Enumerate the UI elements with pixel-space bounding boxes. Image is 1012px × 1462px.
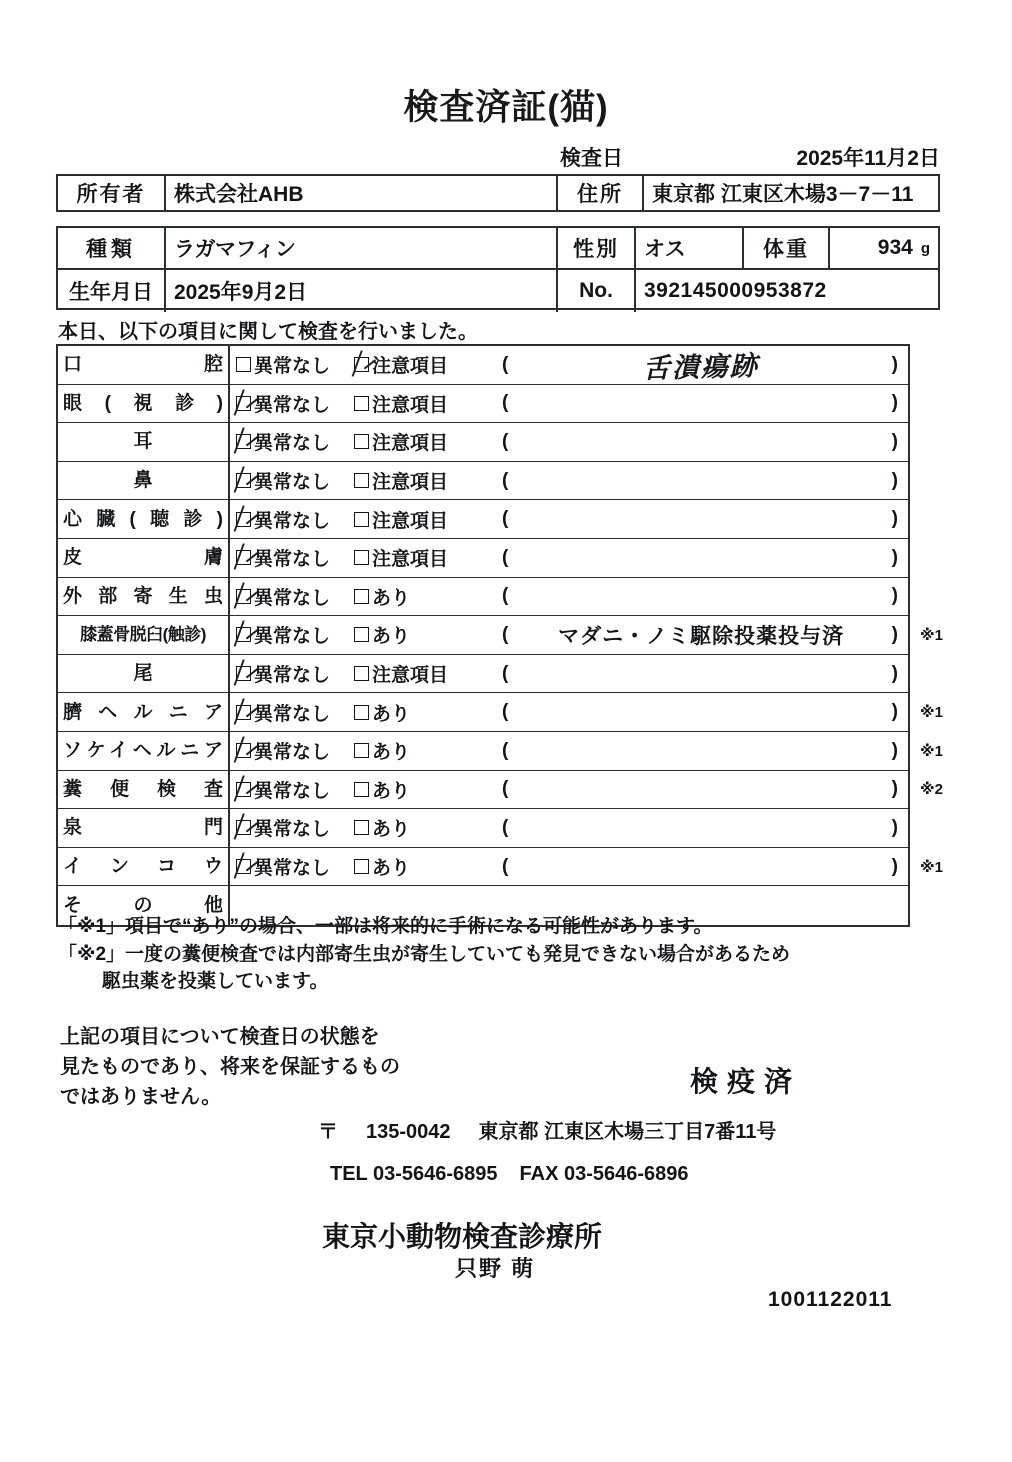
zip-code: 135-0042 bbox=[366, 1121, 451, 1143]
owner-label: 所有者 bbox=[58, 176, 166, 210]
checkbox-option-normal[interactable] bbox=[230, 693, 354, 731]
inspection-item-label bbox=[58, 693, 230, 731]
checkbox-option-attention-label: 注意項目 bbox=[372, 356, 449, 378]
inspection-item-label-text: 外部寄生虫 bbox=[63, 585, 223, 607]
inspection-note-field[interactable] bbox=[502, 462, 908, 500]
paren-open: ( bbox=[502, 662, 509, 684]
footnote-marker: ※1 bbox=[920, 742, 943, 760]
checkbox-checked-icon[interactable] bbox=[236, 859, 251, 874]
inspection-item-label bbox=[58, 655, 230, 693]
checkbox-icon[interactable] bbox=[354, 550, 369, 565]
inspection-row bbox=[58, 578, 908, 617]
inspection-item-label bbox=[58, 539, 230, 577]
checkbox-option-attention-label: 注意項目 bbox=[372, 472, 449, 494]
checkbox-checked-icon[interactable] bbox=[236, 589, 251, 604]
inspection-item-label-text: 臍ヘルニア bbox=[63, 701, 223, 723]
checkbox-icon[interactable] bbox=[354, 666, 369, 681]
checkbox-checked-icon[interactable] bbox=[354, 357, 369, 372]
checkbox-option-normal[interactable] bbox=[230, 809, 354, 847]
checkbox-option-attention[interactable] bbox=[354, 809, 502, 847]
checkbox-option-attention-label: 注意項目 bbox=[372, 665, 449, 687]
checkbox-option-attention-label: あり bbox=[372, 703, 411, 725]
inspection-item-label-text: インコウ bbox=[63, 856, 223, 878]
checkbox-option-normal[interactable] bbox=[230, 346, 354, 384]
inspection-item-label bbox=[58, 848, 230, 886]
sex-label: 性別 bbox=[558, 228, 636, 268]
checkbox-option-attention[interactable] bbox=[354, 500, 502, 538]
checkbox-icon[interactable] bbox=[354, 743, 369, 758]
checkbox-option-attention[interactable] bbox=[354, 462, 502, 500]
inspection-item-label bbox=[58, 385, 230, 423]
checkbox-icon[interactable] bbox=[354, 705, 369, 720]
clinic-tel: TEL 03-5646-6895 bbox=[330, 1163, 498, 1185]
inspection-row bbox=[58, 809, 908, 848]
checkbox-option-normal[interactable] bbox=[230, 616, 354, 654]
inspection-note-field[interactable] bbox=[502, 385, 908, 423]
paren-open: ( bbox=[502, 816, 509, 838]
checkbox-icon[interactable] bbox=[354, 396, 369, 411]
checkbox-option-normal[interactable] bbox=[230, 539, 354, 577]
checkbox-option-normal[interactable] bbox=[230, 462, 354, 500]
clinic-address-line bbox=[318, 1115, 776, 1144]
checkbox-option-attention[interactable] bbox=[354, 616, 502, 654]
animal-row-birth bbox=[58, 270, 938, 312]
inspection-row bbox=[58, 771, 943, 810]
checkbox-option-normal-label: 異常なし bbox=[254, 394, 331, 416]
clinic-name: 東京小動物検査診療所 bbox=[322, 1221, 603, 1252]
animal-row-kind bbox=[58, 228, 938, 270]
checkbox-option-normal[interactable] bbox=[230, 655, 354, 693]
checkbox-checked-icon[interactable] bbox=[236, 396, 251, 411]
inspection-item-label-text: 皮膚 bbox=[63, 547, 223, 569]
footnotes bbox=[58, 913, 958, 996]
animal-table bbox=[56, 226, 940, 310]
checkbox-icon[interactable] bbox=[354, 859, 369, 874]
inspection-note-field[interactable] bbox=[502, 771, 908, 809]
disclaimer-line-2: 見たものであり、将来を保証するもの bbox=[60, 1056, 400, 1078]
inspection-items-table bbox=[56, 344, 943, 927]
inspection-row bbox=[58, 539, 908, 578]
exam-date-label: 検査日 bbox=[560, 147, 623, 170]
paren-open: ( bbox=[502, 701, 509, 723]
checkbox-option-attention-label: 注意項目 bbox=[372, 433, 449, 455]
handwritten-note: 舌潰瘍跡 bbox=[642, 351, 760, 386]
checkbox-option-normal-label: 異常なし bbox=[254, 858, 331, 880]
checkbox-option-attention[interactable] bbox=[354, 423, 502, 461]
inspection-item-label bbox=[58, 423, 230, 461]
paren-open: ( bbox=[502, 778, 509, 800]
inspection-note-field[interactable] bbox=[502, 848, 908, 886]
inspection-item-label-text: 膝蓋骨脱臼(触診) bbox=[80, 625, 206, 645]
checkbox-icon[interactable] bbox=[354, 820, 369, 835]
footnote-marker: ※1 bbox=[920, 626, 943, 644]
inspection-row bbox=[58, 385, 908, 424]
checkbox-option-normal-label: 異常なし bbox=[254, 549, 331, 571]
paren-close: ) bbox=[891, 855, 898, 877]
kind-value: ラガマフィン bbox=[166, 228, 558, 268]
paren-open: ( bbox=[502, 469, 509, 491]
checkbox-icon[interactable] bbox=[354, 627, 369, 642]
checkbox-checked-icon[interactable] bbox=[236, 705, 251, 720]
checkbox-option-normal[interactable] bbox=[230, 578, 354, 616]
inspection-row bbox=[58, 655, 908, 694]
paren-open: ( bbox=[502, 392, 509, 414]
inspection-note-field[interactable] bbox=[502, 423, 908, 461]
paren-open: ( bbox=[502, 508, 509, 530]
inspection-note-field[interactable] bbox=[502, 693, 908, 731]
inspection-item-label-text: ソケイヘルニア bbox=[63, 740, 223, 762]
weight-label: 体重 bbox=[744, 228, 830, 268]
checkbox-checked-icon[interactable] bbox=[236, 820, 251, 835]
inspection-item-label-text: 尾 bbox=[133, 663, 153, 685]
checkbox-option-normal[interactable] bbox=[230, 848, 354, 886]
checkbox-option-normal[interactable] bbox=[230, 500, 354, 538]
paren-close: ) bbox=[891, 778, 898, 800]
inspection-note-field[interactable] bbox=[502, 616, 908, 654]
inspection-item-label bbox=[58, 578, 230, 616]
paren-close: ) bbox=[891, 585, 898, 607]
inspection-note-field[interactable] bbox=[502, 578, 908, 616]
paren-close: ) bbox=[891, 662, 898, 684]
checkbox-option-attention[interactable] bbox=[354, 693, 502, 731]
inspection-item-label bbox=[58, 771, 230, 809]
checkbox-option-attention-label: 注意項目 bbox=[372, 394, 449, 416]
checkbox-icon[interactable] bbox=[354, 782, 369, 797]
checkbox-option-normal-label: 異常なし bbox=[254, 472, 331, 494]
inspection-note-field[interactable] bbox=[502, 539, 908, 577]
checkbox-option-attention[interactable] bbox=[354, 655, 502, 693]
examiner-name: 只野 萌 bbox=[455, 1256, 536, 1281]
footnote-marker: ※1 bbox=[920, 858, 943, 876]
checkbox-option-normal-label: 異常なし bbox=[254, 626, 331, 648]
inspection-item-label bbox=[58, 462, 230, 500]
disclaimer bbox=[60, 1022, 460, 1112]
clinic-contact-line bbox=[330, 1163, 689, 1186]
checkbox-checked-icon[interactable] bbox=[236, 666, 251, 681]
paren-open: ( bbox=[502, 585, 509, 607]
paren-close: ) bbox=[891, 701, 898, 723]
inspection-row bbox=[58, 848, 943, 887]
checkbox-icon[interactable] bbox=[354, 512, 369, 527]
checkbox-checked-icon[interactable] bbox=[236, 512, 251, 527]
disclaimer-line-3: ではありません。 bbox=[60, 1086, 222, 1108]
address-value: 東京都 江東区木場3－7－11 bbox=[652, 183, 914, 206]
checkbox-option-normal-label: 異常なし bbox=[254, 703, 331, 725]
checkbox-option-attention-label: あり bbox=[372, 626, 411, 648]
paren-open: ( bbox=[502, 546, 509, 568]
checkbox-option-attention-label: あり bbox=[372, 858, 411, 880]
footnote-marker: ※1 bbox=[920, 704, 943, 722]
inspection-item-label bbox=[58, 732, 230, 770]
inspection-row bbox=[58, 462, 908, 501]
inspection-note-field[interactable] bbox=[502, 809, 908, 847]
paren-open: ( bbox=[502, 353, 509, 375]
paren-close: ) bbox=[891, 546, 898, 568]
checkbox-option-attention-label: あり bbox=[372, 587, 411, 609]
checkbox-option-attention[interactable] bbox=[354, 385, 502, 423]
checkbox-option-attention-label: 注意項目 bbox=[372, 549, 449, 571]
paren-close: ) bbox=[891, 739, 898, 761]
checkbox-option-normal-label: 異常なし bbox=[254, 819, 331, 841]
inspection-item-label bbox=[58, 616, 230, 654]
inspection-note-field[interactable] bbox=[502, 346, 908, 384]
inspection-item-label-text: 耳 bbox=[133, 431, 153, 453]
inspection-item-label-text: 鼻 bbox=[133, 470, 153, 492]
checkbox-option-attention-label: あり bbox=[372, 780, 411, 802]
paren-close: ) bbox=[891, 430, 898, 452]
paren-close: ) bbox=[891, 469, 898, 491]
checkbox-checked-icon[interactable] bbox=[236, 473, 251, 488]
inspection-item-label bbox=[58, 809, 230, 847]
checkbox-checked-icon[interactable] bbox=[236, 627, 251, 642]
inspection-row bbox=[58, 616, 943, 655]
checkbox-icon[interactable] bbox=[354, 589, 369, 604]
checkbox-option-normal-label: 異常なし bbox=[254, 780, 331, 802]
clinic-address: 東京都 江東区木場三丁目7番11号 bbox=[478, 1121, 777, 1143]
inspection-row bbox=[58, 500, 908, 539]
footnote-2-line2: 駆虫薬を投薬しています。 bbox=[102, 971, 329, 993]
disclaimer-line-1: 上記の項目について検査日の状態を bbox=[60, 1026, 380, 1048]
microchip-no-value: 392145000953872 bbox=[644, 279, 827, 302]
checkbox-icon[interactable] bbox=[354, 434, 369, 449]
exam-date-value: 2025年11月2日 bbox=[796, 147, 940, 170]
inspection-row bbox=[58, 346, 908, 385]
inspection-item-label-text: 口腔 bbox=[63, 354, 223, 376]
paren-open: ( bbox=[502, 430, 509, 452]
checkbox-option-attention-label: あり bbox=[372, 819, 411, 841]
paren-open: ( bbox=[502, 855, 509, 877]
weight-unit: g bbox=[920, 239, 930, 257]
exam-date-row bbox=[560, 142, 940, 168]
inspection-note-field[interactable] bbox=[502, 732, 908, 770]
microchip-no-label: No. bbox=[558, 270, 636, 312]
checkbox-icon[interactable] bbox=[354, 473, 369, 488]
checkbox-option-normal[interactable] bbox=[230, 423, 354, 461]
birth-label: 生年月日 bbox=[58, 270, 166, 312]
checkbox-option-normal[interactable] bbox=[230, 385, 354, 423]
checkbox-option-normal-label: 異常なし bbox=[254, 433, 331, 455]
inspection-note-field[interactable] bbox=[502, 655, 908, 693]
inspection-row bbox=[58, 693, 943, 732]
paren-close: ) bbox=[891, 623, 898, 645]
checkbox-option-normal[interactable] bbox=[230, 771, 354, 809]
page-title: 検査済証(猫) bbox=[403, 88, 609, 127]
checkbox-checked-icon[interactable] bbox=[236, 434, 251, 449]
checkbox-option-normal-label: 異常なし bbox=[254, 742, 331, 764]
checkbox-option-attention-label: 注意項目 bbox=[372, 510, 449, 532]
checkbox-checked-icon[interactable] bbox=[236, 550, 251, 565]
inspection-item-label-text: 泉門 bbox=[63, 817, 223, 839]
paren-close: ) bbox=[891, 816, 898, 838]
checkbox-option-normal-label: 異常なし bbox=[254, 665, 331, 687]
checkbox-option-attention[interactable] bbox=[354, 346, 502, 384]
checkbox-checked-icon[interactable] bbox=[236, 782, 251, 797]
weight-value: 934 bbox=[877, 236, 913, 259]
checkbox-option-attention-label: あり bbox=[372, 742, 411, 764]
inspection-item-label-text: 糞便検査 bbox=[63, 778, 223, 800]
footnote-2-line1: 「※2」一度の糞便検査では内部寄生虫が寄生していても発見できない場合があるため bbox=[58, 943, 791, 965]
inspection-note-field[interactable] bbox=[502, 500, 908, 538]
checkbox-option-attention[interactable] bbox=[354, 848, 502, 886]
inspection-item-label-text: その他 bbox=[63, 895, 223, 917]
footnote-marker: ※2 bbox=[920, 781, 943, 799]
checkbox-option-normal[interactable] bbox=[230, 732, 354, 770]
checkbox-option-normal-label: 異常なし bbox=[254, 587, 331, 609]
sex-value: オス bbox=[636, 228, 744, 268]
paren-open: ( bbox=[502, 739, 509, 761]
checkbox-option-normal-label: 異常なし bbox=[254, 510, 331, 532]
intro-text: 本日、以下の項目に関して検査を行いました。 bbox=[58, 321, 478, 343]
postal-mark: 〒 bbox=[318, 1121, 338, 1143]
owner-value: 株式会社AHB bbox=[166, 176, 558, 210]
printed-note: マダニ・ノミ駆除投薬投与済 bbox=[558, 624, 845, 648]
clinic-fax: FAX 03-5646-6896 bbox=[519, 1163, 689, 1185]
paren-close: ) bbox=[891, 392, 898, 414]
kind-label: 種類 bbox=[58, 228, 166, 268]
document-number: 1001122011 bbox=[768, 1288, 893, 1311]
checkbox-option-attention[interactable] bbox=[354, 539, 502, 577]
birth-value: 2025年9月2日 bbox=[166, 270, 558, 312]
checkbox-option-attention[interactable] bbox=[354, 732, 502, 770]
owner-table bbox=[56, 174, 940, 212]
inspection-item-label-text: 眼(視診) bbox=[63, 392, 223, 414]
paren-open: ( bbox=[502, 623, 509, 645]
quarantine-stamp: 検疫済 bbox=[690, 1066, 802, 1097]
inspection-item-label bbox=[58, 346, 230, 384]
paren-close: ) bbox=[891, 508, 898, 530]
inspection-item-label bbox=[58, 500, 230, 538]
checkbox-option-normal-label: 異常なし bbox=[254, 356, 331, 378]
weight-value-cell bbox=[830, 228, 938, 268]
checkbox-option-attention[interactable] bbox=[354, 578, 502, 616]
checkbox-checked-icon[interactable] bbox=[236, 743, 251, 758]
checkbox-option-attention[interactable] bbox=[354, 771, 502, 809]
checkbox-icon[interactable] bbox=[236, 357, 251, 372]
footnote-1: 「※1」項目で“あり”の場合、一部は将来的に手術になる可能性があります。 bbox=[58, 916, 713, 937]
inspection-row bbox=[58, 732, 943, 771]
paren-close: ) bbox=[891, 353, 898, 375]
inspection-row bbox=[58, 423, 908, 462]
address-label: 住所 bbox=[558, 176, 644, 210]
inspection-item-label-text: 心臓(聴診) bbox=[63, 508, 223, 530]
